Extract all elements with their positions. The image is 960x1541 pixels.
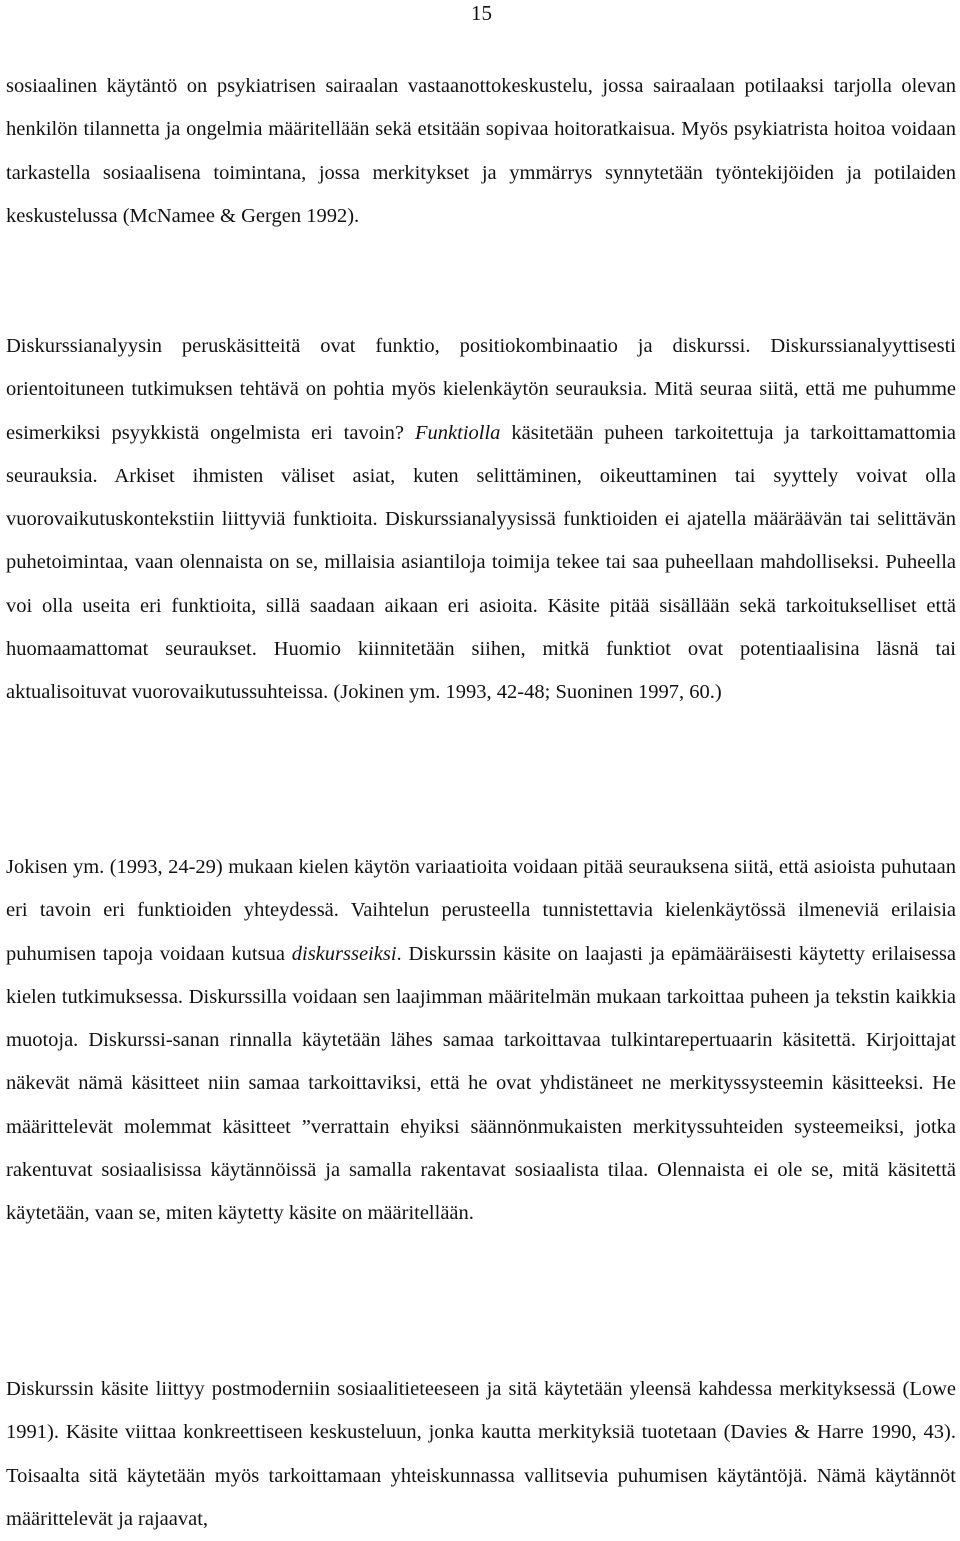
paragraph-3-rest: . Diskurssin käsite on laajasti ja epämääräisesti käytetty erilaisessa kielen tutkimuksessa. Diskurssilla voidaan sen laajimman määritelmän mukaan tarkoittaa puheen ja tekstin kaikkia muotoja. Diskurssi-sanan rinnalla käytetään lähes samaa tarkoittavaa tulkintarepertuaarin käsitettä. Kirjoittajat näkevät nämä käsitteet niin samaa tarkoittaviksi, että he ovat yhdistäneet ne merkityssysteemin käsitteeksi. He määrittelevät molemmat käsitteet ”verrattain ehyiksi säännönmukaisten merkityssuhteiden systeemeiksi, jotka rakentuvat sosiaalisissa käytännöissä ja samalla rakentavat sosiaalista tilaa. Olennaista ei ole se, mitä käsitettä käytetään, vaan se, miten käytetty käsite on määritellään. — [6, 942, 956, 1225]
paragraph-2-rest: käsitetään puheen tarkoitettuja ja tarkoittamattomia seurauksia. Arkiset ihmisten väliset asiat, kuten selittäminen, oikeuttaminen tai syyttely voivat olla vuorovaikutuskontekstiin liittyviä funktioita. Diskurssianalyysissä funktioiden ei ajatella määräävän tai selittävän puhetoimintaa, vaan olennaista on se, millaisia asiantiloja toimija tekee tai saa puheellaan mahdolliseksi. Puheella voi olla useita eri funktioita, sillä saadaan aikaan eri asioita. Käsite pitää sisällään sekä tarkoitukselliset että huomaamattomat seuraukset. Huomio kiinnitetään siihen, mitkä funktiot ovat potentiaalisina läsnä tai aktualisoituvat vuorovaikutussuhteissa. (Jokinen ym. 1993, 42-48; Suoninen 1997, 60.) — [6, 421, 956, 704]
page-number: 15 — [471, 1, 492, 25]
paragraph-4: Diskurssin käsite liittyy postmoderniin sosiaalitieteeseen ja sitä käytetään yleensä kahdessa merkityksessä (Lowe 1991). Käsite viittaa konkreettiseen keskusteluun, jonka kautta merkityksiä tuotetaan (Davies & Harre 1990, 43). Toisaalta sitä käytetään myös tarkoittamaan yhteiskunnassa vallitsevia puhumisen käytäntöjä. Nämä käytännöt määrittelevät ja rajaavat, — [6, 1378, 956, 1530]
paragraph-3-intro: Jokisen ym. (1993, 24-29) mukaan kielen käytön variaatioita voidaan pitää seurauksena siitä, että asioista puhutaan eri tavoin eri funktioiden yhteydessä. Vaihtelun perusteella tunnistettavia kielenkäytössä ilmeneviä erilaisia puhumisen tapoja voidaan kutsua — [6, 856, 956, 965]
paragraph-2 — [6, 325, 956, 715]
paragraph-1: sosiaalinen käytäntö on psykiatrisen sairaalan vastaanottokeskustelu, jossa sairaalaan potilaaksi tarjolla olevan henkilön tilannetta ja ongelmia määritellään sekä etsitään sopivaa hoitoratkaisua. Myös psykiatrista hoitoa voidaan tarkastella sosiaalisena toimintana, jossa merkitykset ja ymmärrys synnytetään työntekijöiden ja potilaiden keskustelussa (McNamee & Gergen 1992). — [6, 75, 956, 227]
paragraph-3 — [6, 846, 956, 1236]
term-diskursseiksi: diskursseiksi — [291, 942, 397, 965]
term-funktiolla: Funktiolla — [415, 421, 501, 444]
paragraph-2-intro: Diskurssianalyysin peruskäsitteitä ovat funktio, positiokombinaatio ja diskurssi. Diskurssianalyyttisesti orientoituneen tutkimuksen tehtävä on pohtia myös kielenkäytön seurauksia. Mitä seuraa siitä, että me puhumme esimerkiksi psyykkistä ongelmista eri tavoin? — [6, 335, 956, 444]
